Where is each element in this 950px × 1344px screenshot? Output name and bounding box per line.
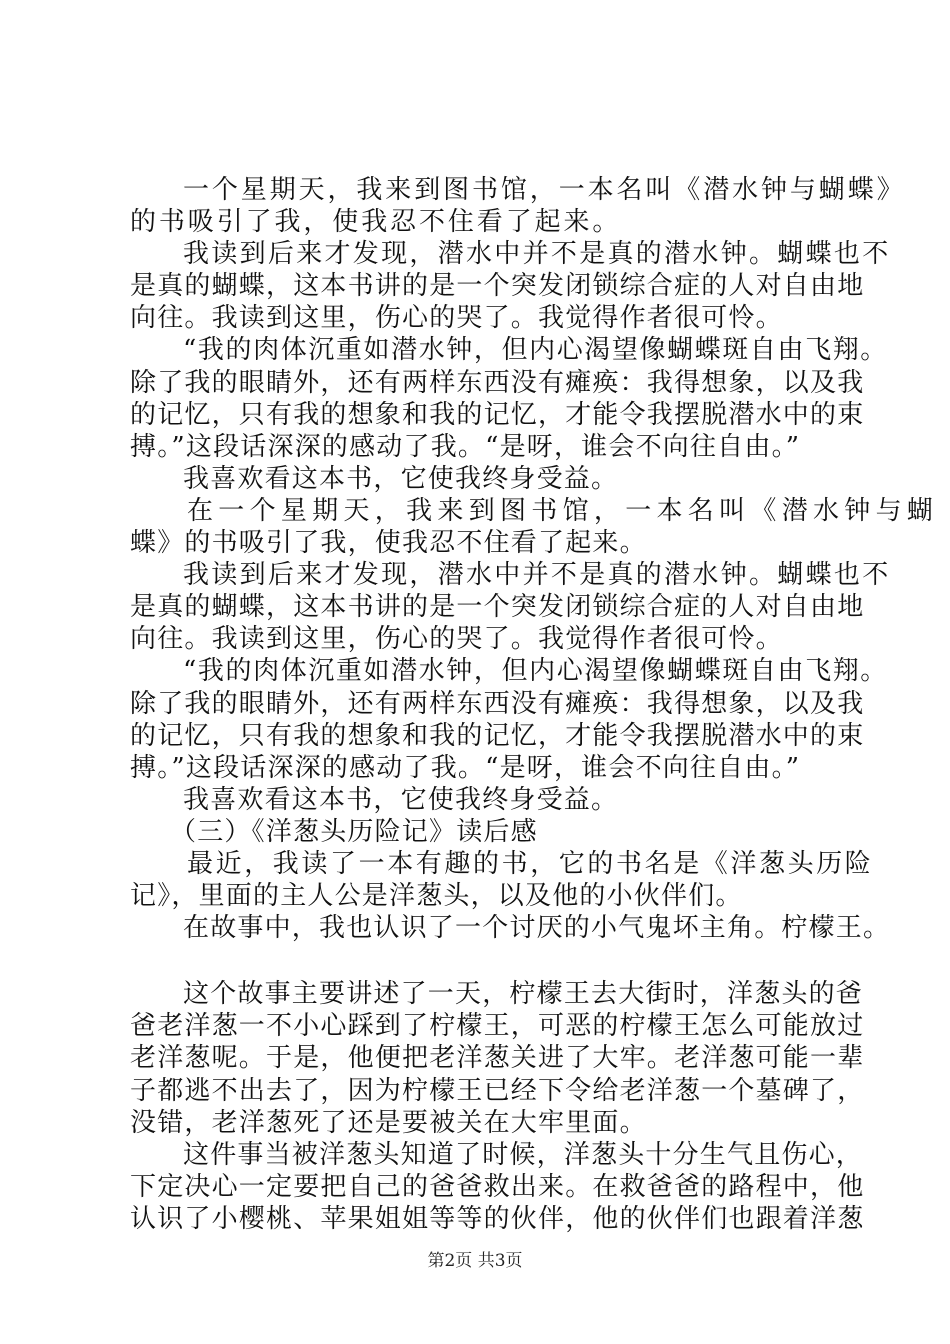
text-line: 蝶》的书吸引了我，使我忍不住看了起来。 — [130, 528, 647, 559]
text-line: 的记忆，只有我的想象和我的记忆，才能令我摆脱潜水中的束 — [130, 399, 865, 430]
text-line: 搏。”这段话深深的感动了我。“是呀，谁会不向往自由。” — [130, 431, 801, 462]
text-line: 这个故事主要讲述了一天，柠檬王去大街时，洋葱头的爸 — [183, 979, 864, 1010]
text-line: 爸老洋葱一不小心踩到了柠檬王，可恶的柠檬王怎么可能放过 — [130, 1011, 865, 1042]
text-line: 认识了小樱桃、苹果姐姐等等的伙伴，他的伙伴们也跟着洋葱 — [130, 1203, 865, 1234]
text-line: 在故事中，我也认识了一个讨厌的小气鬼坏主角。柠檬王。 — [183, 913, 891, 944]
text-line: 向往。我读到这里，伤心的哭了。我觉得作者很可怜。 — [130, 624, 783, 655]
text-line: “我的肉体沉重如潜水钟，但内心渴望像蝴蝶斑自由飞翔。 — [183, 656, 888, 687]
text-line: 没错，老洋葱死了还是要被关在大牢里面。 — [130, 1107, 647, 1138]
text-line: 是真的蝴蝶，这本书讲的是一个突发闭锁综合症的人对自由地 — [130, 271, 865, 302]
text-line: 除了我的眼睛外，还有两样东西没有瘫痪：我得想象，以及我 — [130, 367, 865, 398]
text-line: 在一个星期天，我来到图书馆，一本名叫《潜水钟与蝴 — [187, 495, 939, 526]
text-line: 下定决心一定要把自己的爸爸救出来。在救爸爸的路程中，他 — [130, 1171, 865, 1202]
text-line: 除了我的眼睛外，还有两样东西没有瘫痪：我得想象，以及我 — [130, 688, 865, 719]
text-line: 最近，我读了一本有趣的书，它的书名是《洋葱头历险 — [187, 848, 874, 879]
page-footer: 第2页 共3页 — [427, 1251, 523, 1271]
text-line: 的书吸引了我，使我忍不住看了起来。 — [130, 207, 622, 238]
text-line: 搏。”这段话深深的感动了我。“是呀，谁会不向往自由。” — [130, 752, 801, 783]
text-line: 子都逃不出去了，因为柠檬王已经下令给老洋葱一个墓碑了， — [130, 1075, 865, 1106]
paragraph-gap — [0, 944, 950, 978]
text-line: 的记忆，只有我的想象和我的记忆，才能令我摆脱潜水中的束 — [130, 720, 865, 751]
section-heading: （三）《洋葱头历险记》读后感 — [170, 816, 538, 847]
text-line: 我喜欢看这本书，它使我终身受益。 — [183, 463, 619, 494]
text-line: 一个星期天，我来到图书馆，一本名叫《潜水钟与蝴蝶》 — [183, 175, 906, 205]
text-line: “我的肉体沉重如潜水钟，但内心渴望像蝴蝶斑自由飞翔。 — [183, 335, 888, 366]
text-line: 记》，里面的主人公是洋葱头，以及他的小伙伴们。 — [130, 881, 743, 912]
text-line: 我读到后来才发现，潜水中并不是真的潜水钟。蝴蝶也不 — [183, 239, 891, 270]
document-body — [0, 174, 950, 1235]
text-line: 这件事当被洋葱头知道了时候，洋葱头十分生气且伤心， — [183, 1139, 864, 1170]
text-line: 老洋葱呢。于是，他便把老洋葱关进了大牢。老洋葱可能一辈 — [130, 1043, 865, 1074]
text-line: 我读到后来才发现，潜水中并不是真的潜水钟。蝴蝶也不 — [183, 560, 891, 591]
text-line: 是真的蝴蝶，这本书讲的是一个突发闭锁综合症的人对自由地 — [130, 592, 865, 623]
text-line: 我喜欢看这本书，它使我终身受益。 — [183, 784, 619, 815]
text-line: 向往。我读到这里，伤心的哭了。我觉得作者很可怜。 — [130, 303, 783, 334]
